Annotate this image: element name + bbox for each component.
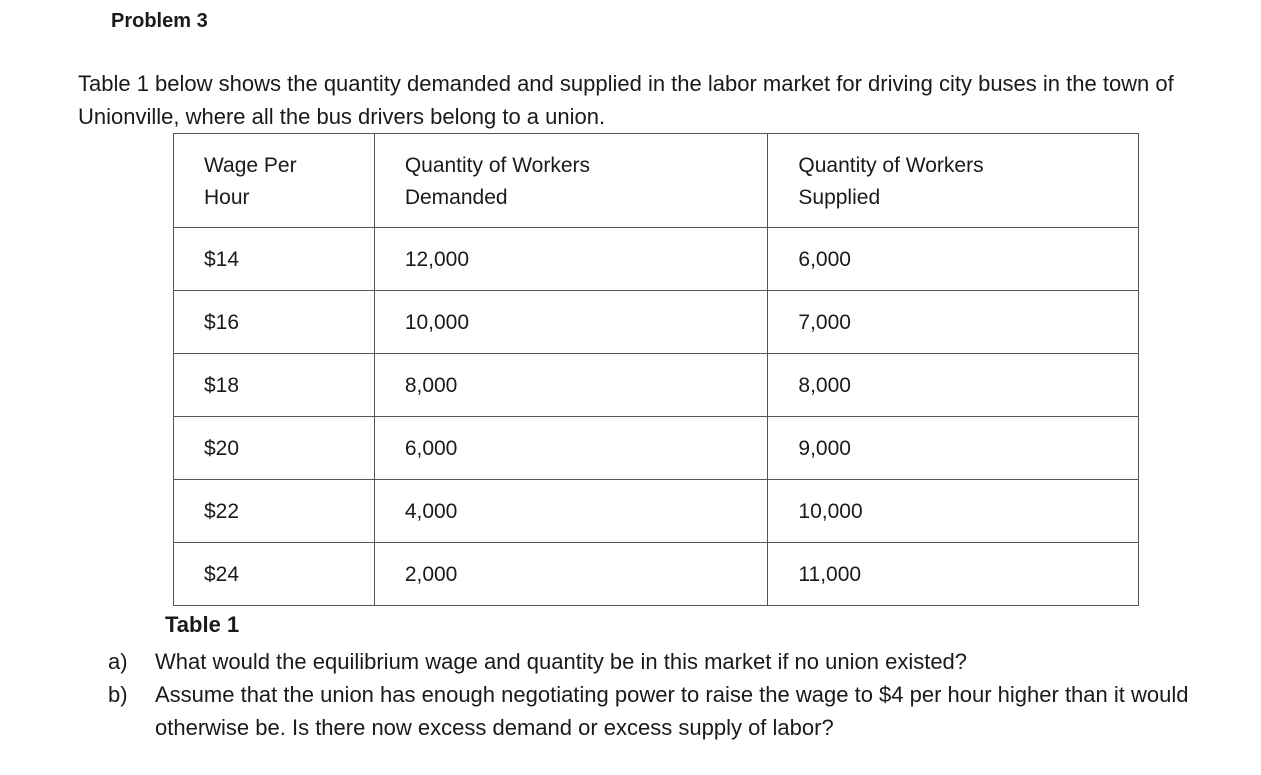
cell-wage: $22 (174, 480, 375, 543)
header-demanded-line1: Quantity of Workers (404, 154, 590, 177)
labor-market-table (173, 133, 1139, 606)
question-marker: b) (108, 682, 128, 707)
header-wage (174, 134, 375, 228)
cell-supplied: 6,000 (768, 228, 1139, 291)
header-wage-line1: Wage Per (204, 154, 297, 177)
header-supplied-line2: Supplied (798, 186, 881, 209)
cell-demanded: 8,000 (374, 354, 768, 417)
cell-supplied: 9,000 (768, 417, 1139, 480)
header-demanded-line2: Demanded (404, 186, 508, 209)
cell-demanded: 12,000 (374, 228, 768, 291)
cell-supplied: 8,000 (768, 354, 1139, 417)
question-list (108, 645, 1218, 744)
problem-heading: Problem 3 (111, 10, 208, 32)
cell-supplied: 7,000 (768, 291, 1139, 354)
question-text: What would the equilibrium wage and quantity be in this market if no union existed? (155, 649, 968, 674)
intro-paragraph: Table 1 below shows the quantity demanded and supplied in the labor market for driving city buses in the town of Unionville, where all the bus drivers belong to a union. (78, 71, 1174, 129)
header-wage-line2: Hour (204, 186, 250, 209)
cell-wage: $20 (174, 417, 375, 480)
table-row (174, 291, 1139, 354)
cell-wage: $14 (174, 228, 375, 291)
cell-demanded: 10,000 (374, 291, 768, 354)
question-item-b (108, 678, 1218, 744)
header-demanded (374, 134, 768, 228)
cell-wage: $18 (174, 354, 375, 417)
cell-demanded: 2,000 (374, 543, 768, 606)
header-supplied (768, 134, 1139, 228)
question-marker: a) (108, 649, 128, 674)
question-text: Assume that the union has enough negotiating power to raise the wage to $4 per hour higher than it would otherwise be. Is there now excess demand or excess supply of labor? (155, 682, 1189, 740)
header-supplied-line1: Quantity of Workers (798, 154, 984, 177)
table-header-row (174, 134, 1139, 228)
cell-demanded: 4,000 (374, 480, 768, 543)
cell-demanded: 6,000 (374, 417, 768, 480)
table-row (174, 417, 1139, 480)
cell-wage: $16 (174, 291, 375, 354)
table-row (174, 543, 1139, 606)
question-item-a (108, 645, 1218, 678)
cell-supplied: 11,000 (768, 543, 1139, 606)
cell-supplied: 10,000 (768, 480, 1139, 543)
cell-wage: $24 (174, 543, 375, 606)
table-row (174, 354, 1139, 417)
table-caption: Table 1 (165, 612, 240, 637)
table-row (174, 480, 1139, 543)
table-row (174, 228, 1139, 291)
